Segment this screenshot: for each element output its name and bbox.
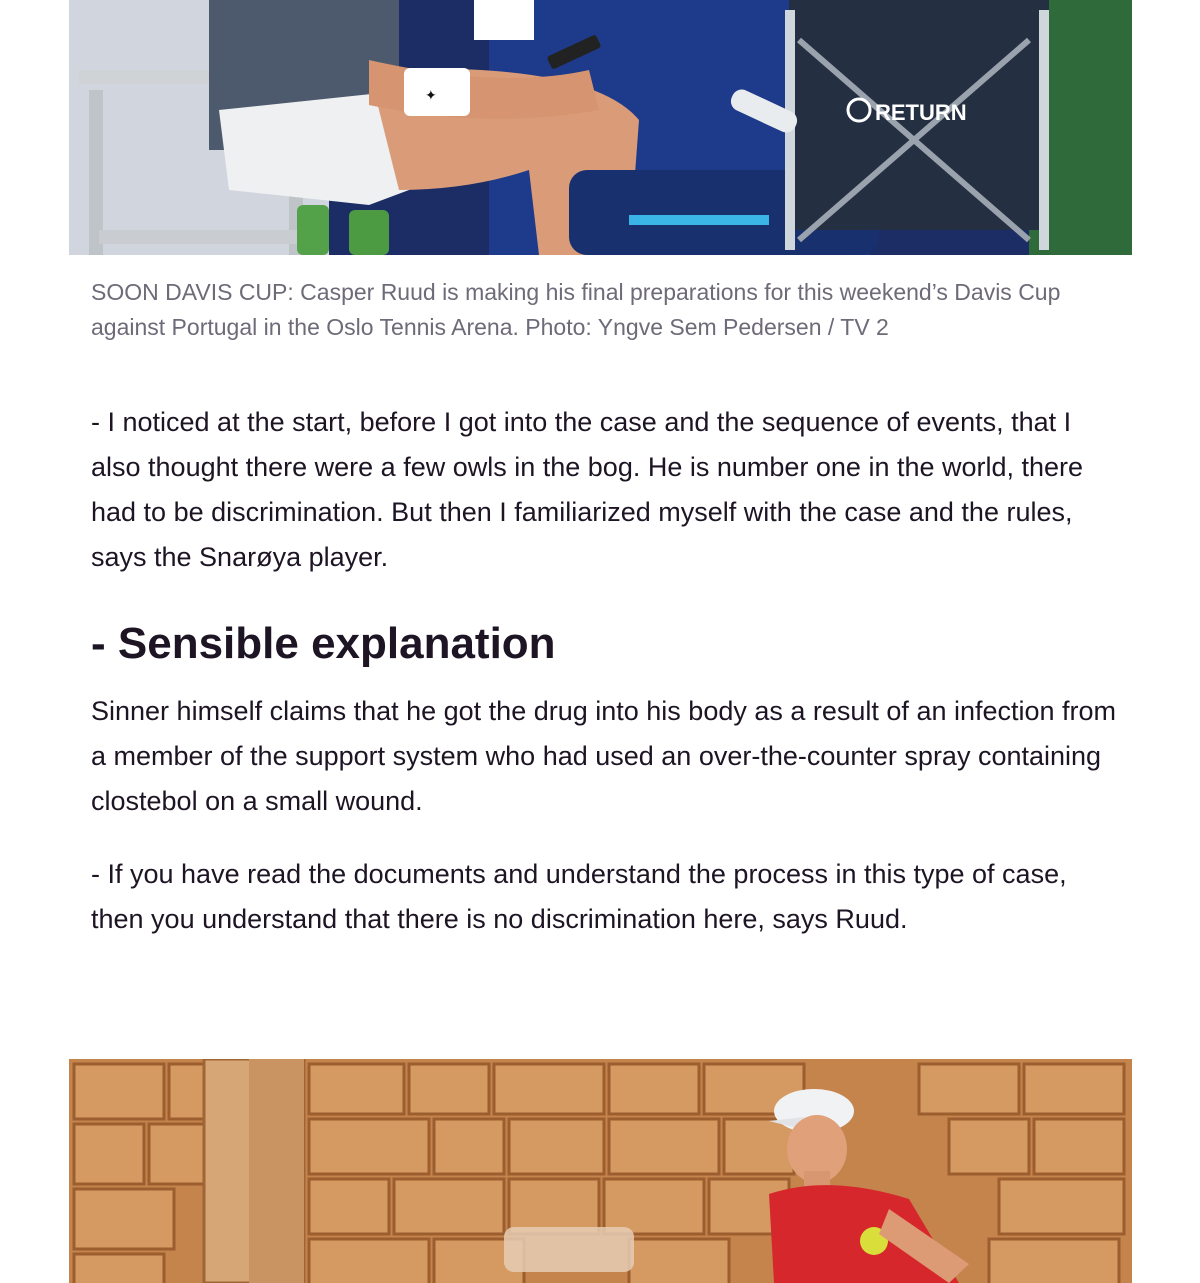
svg-text:✦: ✦ (425, 87, 437, 103)
article-paragraph: - If you have read the documents and understand the process in this type of case, then you understand that there is no discrimination here, says Ruud. (91, 859, 1067, 934)
article-photo-casper-ruud (69, 0, 1132, 255)
article-paragraph: - I noticed at the start, before I got into the case and the sequence of events, that I also thought there were a few owls in the bog. He is number one in the world, there had to be discrimination. But then I familiarized myself with the case and the rules, says the Snarøya player. (91, 407, 1084, 572)
photo-caption: SOON DAVIS CUP: Casper Ruud is making his final preparations for this weekend’s Davis Cup against Portugal in the Oslo Tennis Arena. Photo: Yngve Sem Pedersen / TV 2 (91, 279, 1061, 340)
article-paragraph: Sinner himself claims that he got the drug into his body as a result of an infection from a member of the support system who had used an over-the-counter spray containing clostebol on a small wound. (91, 696, 1117, 816)
article-subheading: - Sensible explanation (91, 619, 556, 668)
article-photo-jannik-sinner (69, 1059, 1132, 1283)
sponsor-logo-text: RETURN (875, 100, 967, 125)
